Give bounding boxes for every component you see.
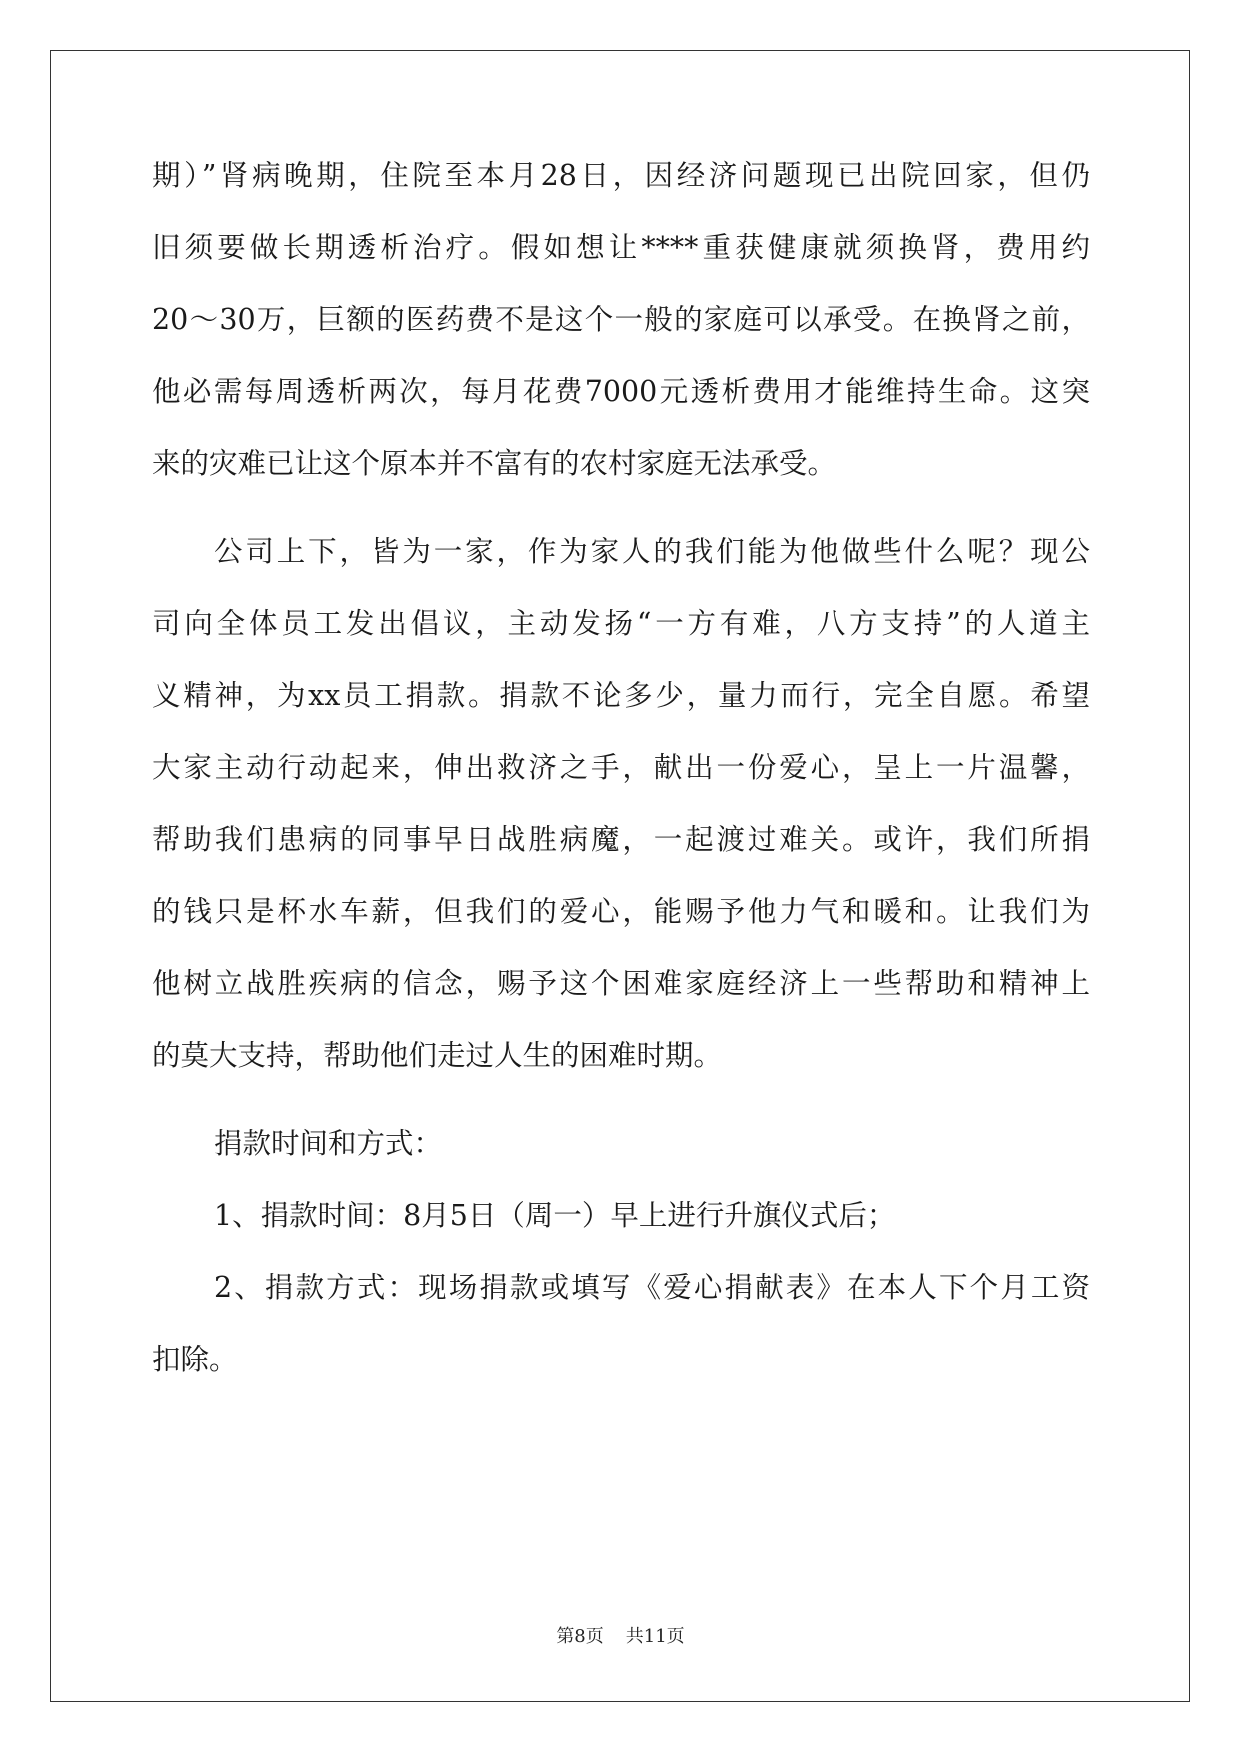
page-footer (0, 1622, 1241, 1648)
text-line: 捐款时间和方式： (214, 1127, 443, 1160)
text-line: 旧须要做长期透析治疗。假如想让****重获健康就须换肾，费用约 (152, 231, 1090, 264)
text-line: 20～30万，巨额的医药费不是这个一般的家庭可以承受。在换肾之前， (152, 303, 1090, 336)
paragraph (152, 1271, 1090, 1418)
paragraph (152, 1127, 1090, 1202)
text-line: 来的灾难已让这个原本并不富有的农村家庭无法承受。 (152, 447, 837, 480)
text-line: 大家主动行动起来，伸出救济之手，献出一份爱心，呈上一片温馨， (152, 751, 1090, 784)
paragraph (152, 535, 1090, 1114)
text-line: 的钱只是杯水车薪，但我们的爱心，能赐予他力气和暖和。让我们为 (152, 895, 1090, 928)
document-body (152, 159, 1090, 1418)
text-line: 他必需每周透析两次，每月花费7000元透析费用才能维持生命。这突 (152, 375, 1090, 408)
text-line: 帮助我们患病的同事早日战胜病魔，一起渡过难关。或许，我们所捐 (152, 823, 1090, 856)
text-line: 他树立战胜疾病的信念，赐予这个困难家庭经济上一些帮助和精神上 (152, 967, 1090, 1000)
text-line: 扣除。 (152, 1343, 238, 1376)
page-total: 共11页 (625, 1626, 685, 1647)
text-line: 义精神，为xx员工捐款。捐款不论多少，量力而行，完全自愿。希望 (152, 679, 1090, 712)
paragraph (152, 159, 1090, 522)
page-number: 第8页 (556, 1626, 604, 1647)
paragraph (152, 1199, 1090, 1274)
text-line: 期）”肾病晚期，住院至本月28日，因经济问题现已出院回家，但仍 (152, 159, 1090, 192)
text-line: 公司上下，皆为一家，作为家人的我们能为他做些什么呢？现公 (214, 535, 1090, 568)
text-line: 司向全体员工发出倡议，主动发扬“一方有难，八方支持”的人道主 (152, 607, 1090, 640)
text-line: 2、捐款方式：现场捐款或填写《爱心捐献表》在本人下个月工资 (214, 1271, 1090, 1304)
text-line: 1、捐款时间：8月5日（周一）早上进行升旗仪式后； (214, 1199, 896, 1232)
text-line: 的莫大支持，帮助他们走过人生的困难时期。 (152, 1039, 723, 1072)
